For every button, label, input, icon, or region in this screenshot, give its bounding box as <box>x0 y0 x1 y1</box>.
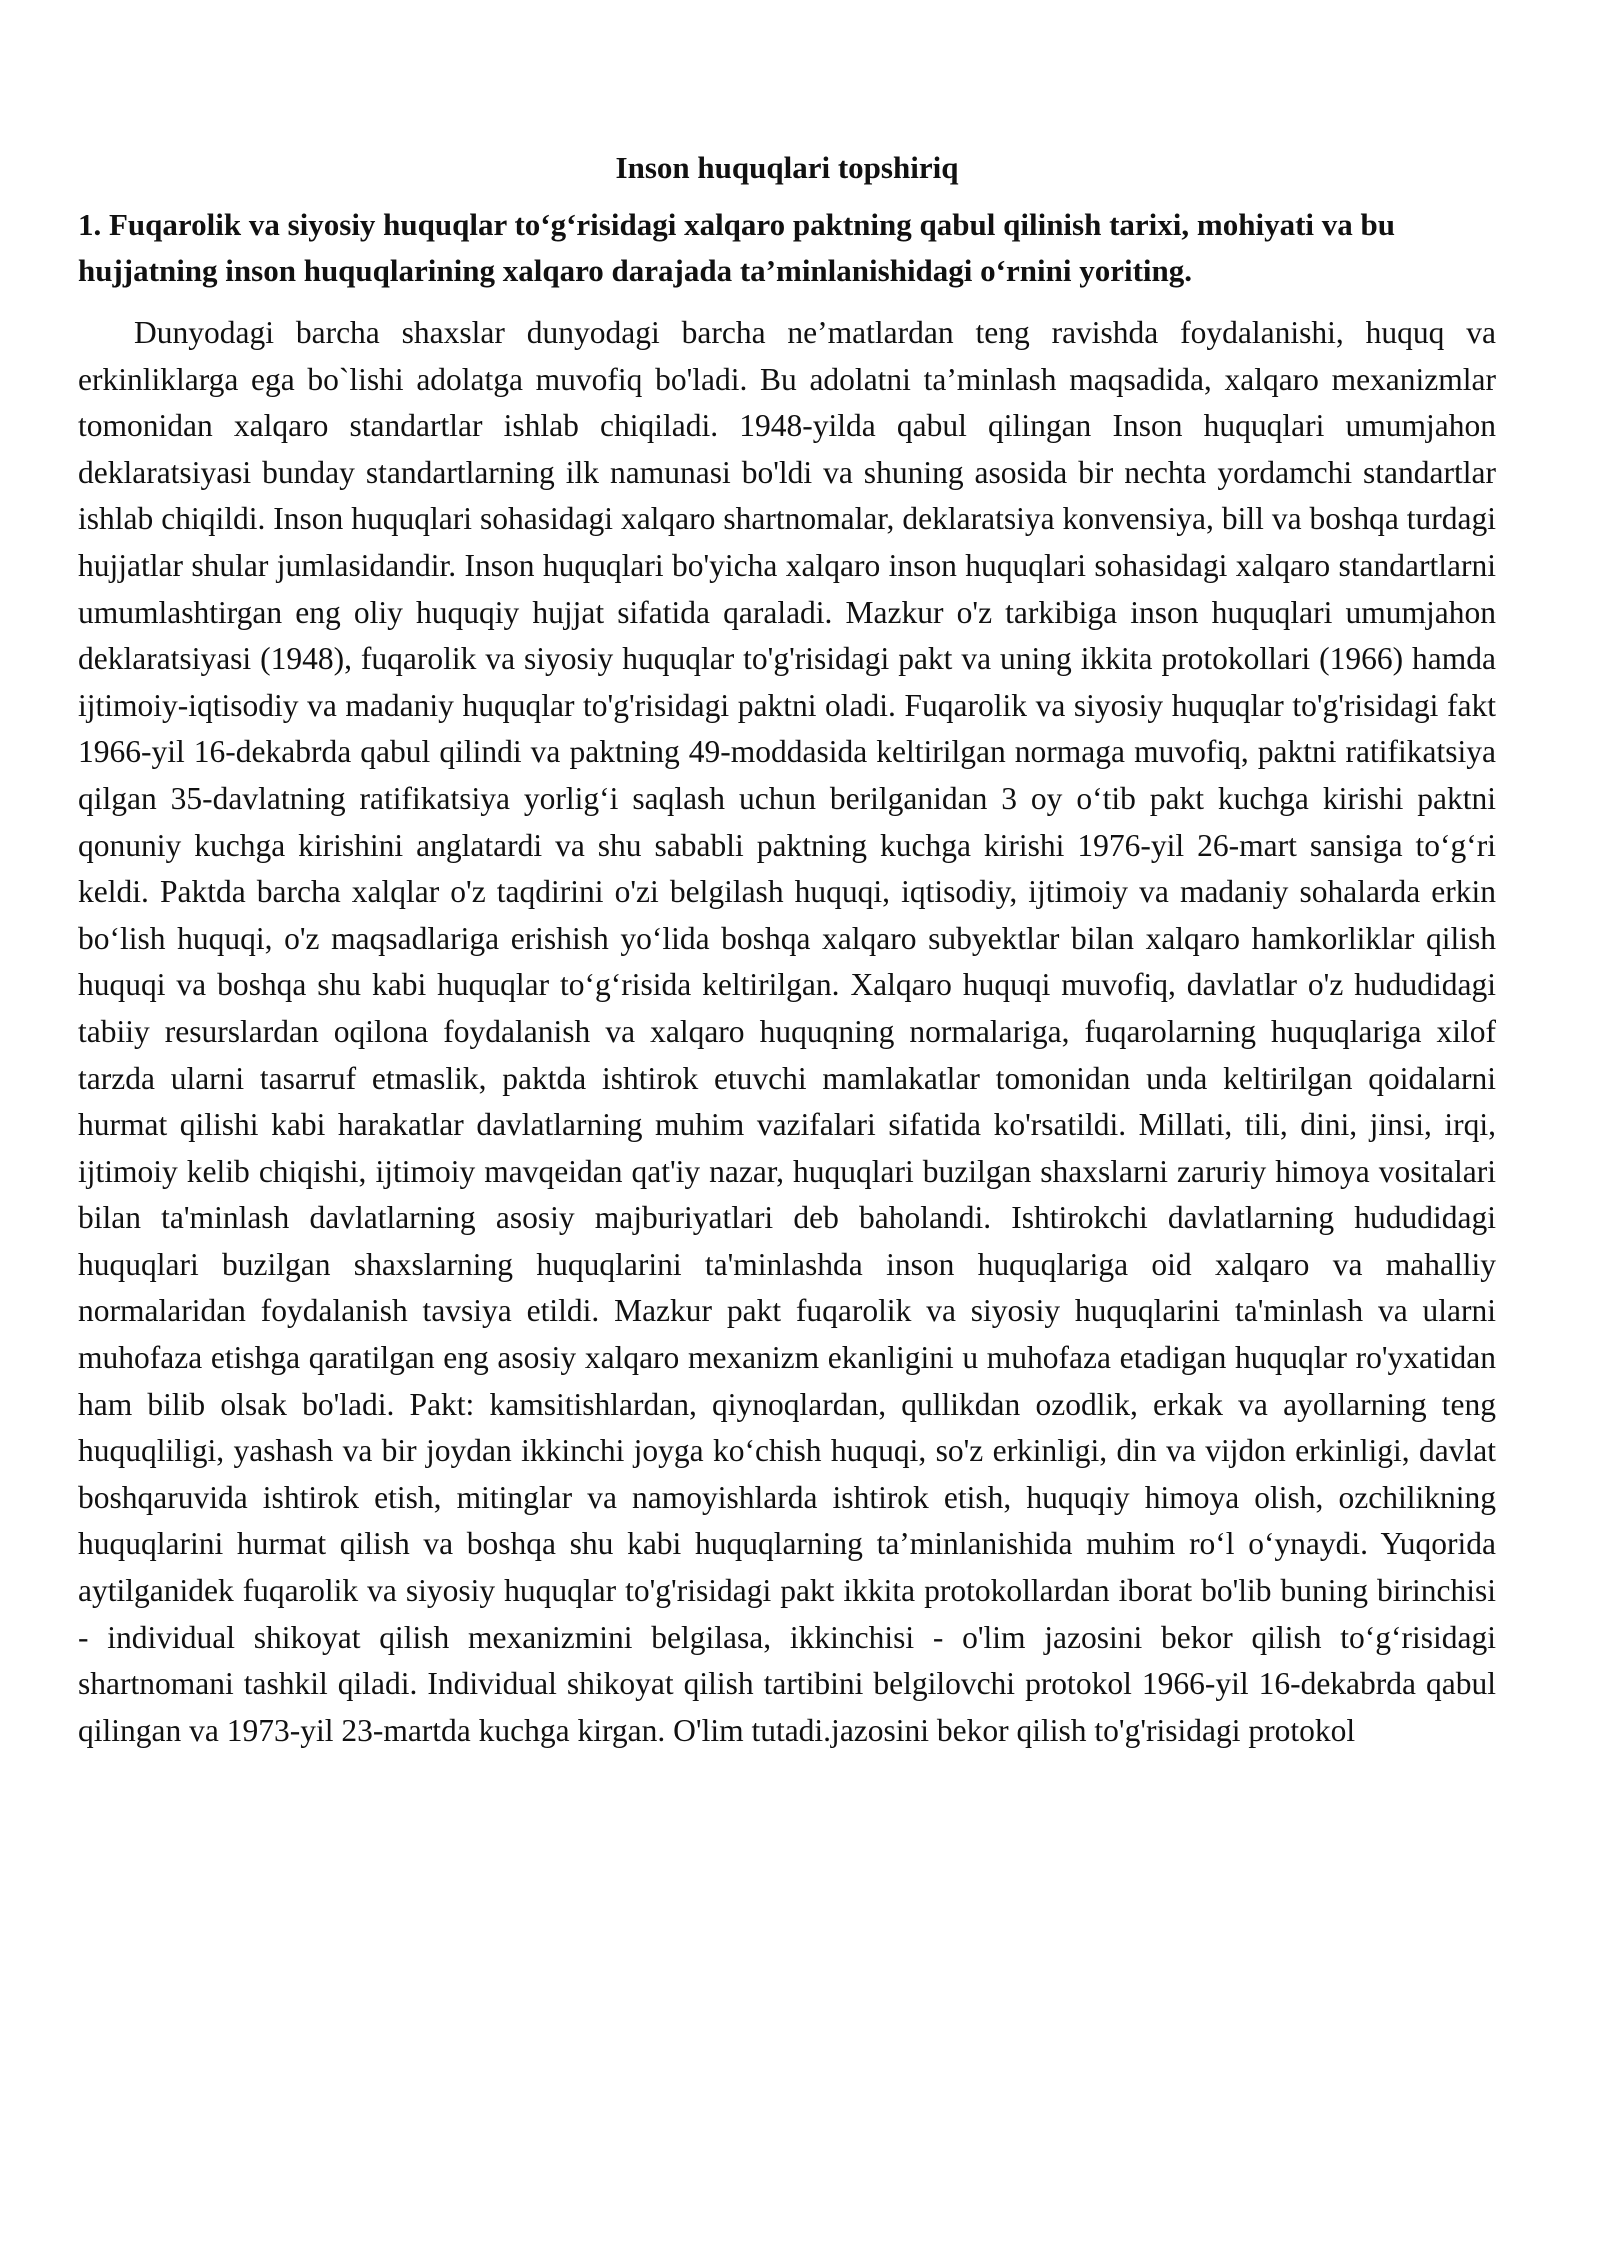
assignment-question: 1. Fuqarolik va siyosiy huquqlar to‘g‘risidagi xalqaro paktning qabul qilinish tarixi, mohiyati va bu hujjatning inson huquqlarining xalqaro darajada ta’minlanishidagi o‘rnini yoriting. <box>78 207 1396 288</box>
body-paragraph: Dunyodagi barcha shaxslar dunyodagi barcha ne’matlardan teng ravishda foydalanishi, huquq va erkinliklarga ega bo`lishi adolatga muvofiq bo'ladi. Bu adolatni ta’minlash maqsadida, xalqaro mexanizmlar tomonidan xalqaro standartlar ishlab chiqiladi. 1948-yilda qabul qilingan Inson huquqlari umumjahon deklaratsiyasi bunday standartlarning ilk namunasi bo'ldi va shuning asosida bir nechta yordamchi standartlar ishlab chiqildi. Inson huquqlari sohasidagi xalqaro shartnomalar, deklaratsiya konvensiya, bill va boshqa turdagi hujjatlar shular jumlasidandir. Inson huquqlari bo'yicha xalqaro inson huquqlari sohasidagi xalqaro standartlarni umumlashtirgan eng oliy huquqiy hujjat sifatida qaraladi. Mazkur o'z tarkibiga inson huquqlari umumjahon deklaratsiyasi (1948), fuqarolik va siyosiy huquqlar to'g'risidagi pakt va uning ikkita protokollari (1966) hamda ijtimoiy-iqtisodiy va madaniy huquqlar to'g'risidagi paktni oladi. Fuqarolik va siyosiy huquqlar to'g'risidagi fakt 1966-yil 16-dekabrda qabul qilindi va paktning 49-moddasida keltirilgan normaga muvofiq, paktni ratifikatsiya qilgan 35-davlatning ratifikatsiya yorlig‘i saqlash uchun berilganidan 3 oy o‘tib pakt kuchga kirishi paktni qonuniy kuchga kirishini anglatardi va shu sababli paktning kuchga kirishi 1976-yil 26-mart sansiga to‘g‘ri keldi. Paktda barcha xalqlar o'z taqdirini o'zi belgilash huquqi, iqtisodiy, ijtimoiy va madaniy sohalarda erkin bo‘lish huquqi, o'z maqsadlariga erishish yo‘lida boshqa xalqaro subyektlar bilan xalqaro hamkorliklar qilish huquqi va boshqa shu kabi huquqlar to‘g‘risida keltirilgan. Xalqaro huquqi muvofiq, davlatlar o'z hududidagi tabiiy resurslardan oqilona foydalanish va xalqaro huquqning normalariga, fuqarolarning huquqlariga xilof tarzda ularni tasarruf etmaslik, paktda ishtirok etuvchi mamlakatlar tomonidan unda keltirilgan qoidalarni hurmat qilishi kabi harakatlar davlatlarning muhim vazifalari sifatida ko'rsatildi. Millati, tili, dini, jinsi, irqi, ijtimoiy kelib chiqishi, ijtimoiy mavqeidan qat'iy nazar, huquqlari buzilgan shaxslarni zaruriy himoya vositalari bilan ta'minlash davlatlarning asosiy majburiyatlari deb baholandi. Ishtirokchi davlatlarning hududidagi huquqlari buzilgan shaxslarning huquqlarini ta'minlashda inson huquqlariga oid xalqaro va mahalliy normalaridan foydalanish tavsiya etildi. Mazkur pakt fuqarolik va siyosiy huquqlarini ta'minlash va ularni muhofaza etishga qaratilgan eng asosiy xalqaro mexanizm ekanligini u muhofaza etadigan huquqlar ro'yxatidan ham bilib olsak bo'ladi. Pakt: kamsitishlardan, qiynoqlardan, qullikdan ozodlik, erkak va ayollarning teng huquqliligi, yashash va bir joydan ikkinchi joyga ko‘chish huquqi, so'z erkinligi, din va vijdon erkinligi, davlat boshqaruvida ishtirok etish, mitinglar va namoyishlarda ishtirok etish, huquqiy himoya olish, ozchilikning huquqlarini hurmat qilish va boshqa shu kabi huquqlarning ta’minlanishida muhim ro‘l o‘ynaydi. Yuqorida aytilganidek fuqarolik va siyosiy huquqlar to'g'risidagi pakt ikkita protokollardan iborat bo'lib buning birinchisi - individual shikoyat qilish mexanizmini belgilasa, ikkinchisi - o'lim jazosini bekor qilish to‘g‘risidagi shartnomani tashkil qiladi. Individual shikoyat qilish tartibini belgilovchi protokol 1966-yil 16-dekabrda qabul qilingan va 1973-yil 23-martda kuchga kirgan. O'lim tutadi.jazosini bekor qilish to'g'risidagi protokol <box>78 315 1496 1748</box>
document-title: Inson huquqlari topshiriq <box>615 150 959 185</box>
document-page <box>78 148 1496 1754</box>
